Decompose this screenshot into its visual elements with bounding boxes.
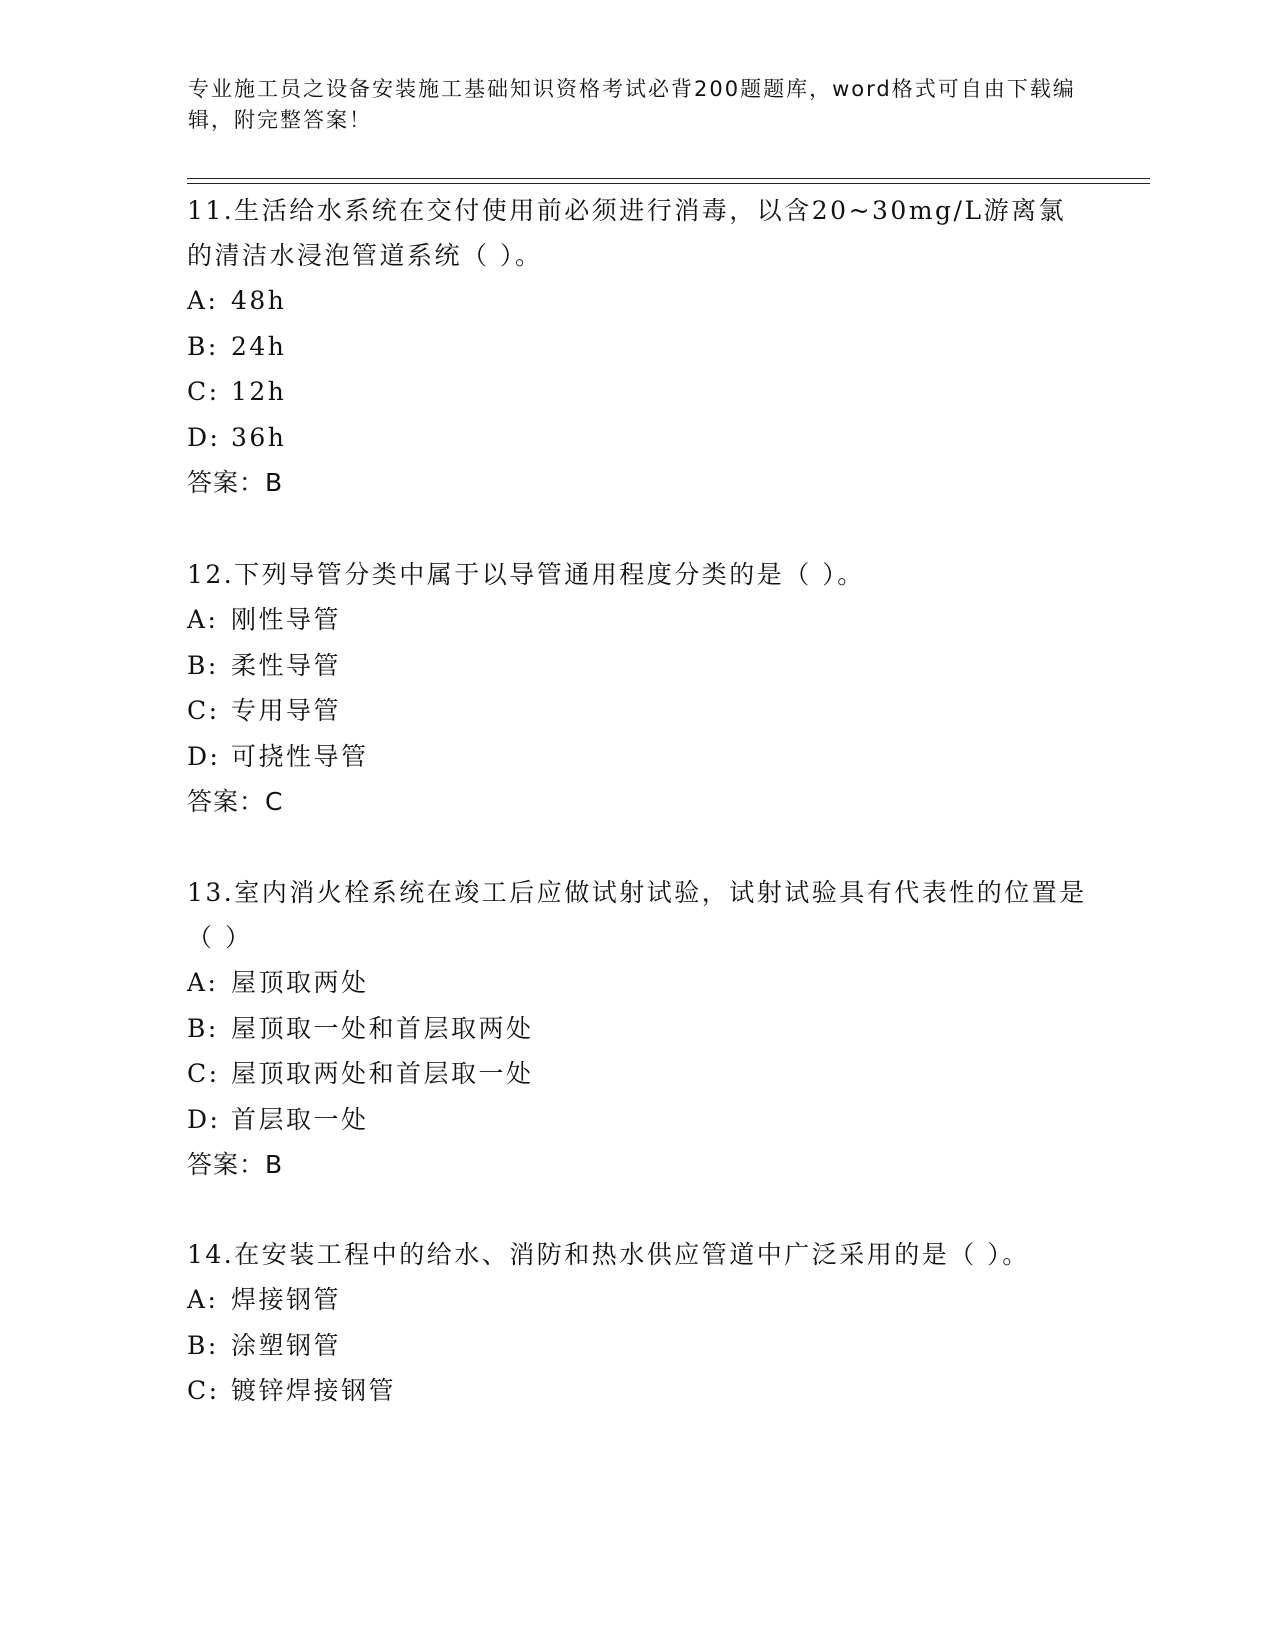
option-b [187,643,1087,689]
option-text: 涂塑钢管 [231,1330,342,1360]
option-letter: B: [187,331,219,361]
option-text: 48h [231,286,287,315]
option-text: 屋顶取一处和首层取两处 [231,1013,534,1043]
option-text: 12h [231,377,287,406]
option-text: 屋顶取两处 [231,968,369,997]
question-13 [187,870,1087,1187]
option-text: 镀锌焊接钢管 [231,1376,397,1405]
option-text: 可挠性导管 [231,741,369,771]
option-b [187,1323,1087,1369]
option-letter: A: [187,605,219,634]
option-c [187,1368,1087,1414]
option-text: 柔性导管 [231,650,342,680]
option-c [187,688,1087,734]
option-text: 24h [231,331,287,361]
option-a [187,960,1087,1006]
option-c [187,369,1087,415]
option-letter: C: [187,1059,220,1088]
option-letter: C: [187,1376,220,1405]
option-d [187,734,1087,780]
option-letter: A: [187,286,219,315]
option-a [187,278,1087,324]
option-letter: A: [187,968,219,997]
question-stem: 13.室内消火栓系统在竣工后应做试射试验，试射试验具有代表性的位置是（ ） [187,878,1087,952]
question-11 [187,188,1087,505]
option-text: 焊接钢管 [231,1285,342,1314]
option-text: 刚性导管 [231,605,342,634]
option-letter: D: [187,741,221,771]
question-stem: 11.生活给水系统在交付使用前必须进行消毒，以含20~30mg/L游离氯的清洁水浸泡管道系统（ ）。 [187,196,1067,270]
option-text: 36h [231,422,287,452]
option-c [187,1051,1087,1097]
option-letter: C: [187,377,220,406]
option-b [187,324,1087,370]
option-b [187,1006,1087,1052]
option-text: 专用导管 [231,696,342,725]
option-text: 首层取一处 [231,1104,369,1134]
option-letter: B: [187,1330,219,1360]
option-a [187,597,1087,643]
document-header: 专业施工员之设备安装施工基础知识资格考试必背200题题库，word格式可自由下载编辑，附完整答案！ [188,77,1076,132]
answer-line: 答案：C [187,787,284,816]
answer-line: 答案：B [187,468,284,497]
option-letter: B: [187,1013,219,1043]
header-rule-top [187,178,1150,179]
option-a [187,1277,1087,1323]
question-stem: 12.下列导管分类中属于以导管通用程度分类的是（ ）。 [187,560,865,589]
option-letter: D: [187,1104,221,1134]
option-letter: B: [187,650,219,680]
question-14 [187,1232,1087,1414]
question-stem: 14.在安装工程中的给水、消防和热水供应管道中广泛采用的是（ ）。 [187,1240,1030,1269]
option-letter: D: [187,422,221,452]
option-d [187,415,1087,461]
answer-line: 答案：B [187,1150,284,1179]
question-12 [187,552,1087,824]
option-d [187,1097,1087,1143]
option-letter: A: [187,1285,219,1314]
option-letter: C: [187,696,220,725]
option-text: 屋顶取两处和首层取一处 [231,1059,534,1088]
header-rule-bottom [187,183,1150,184]
